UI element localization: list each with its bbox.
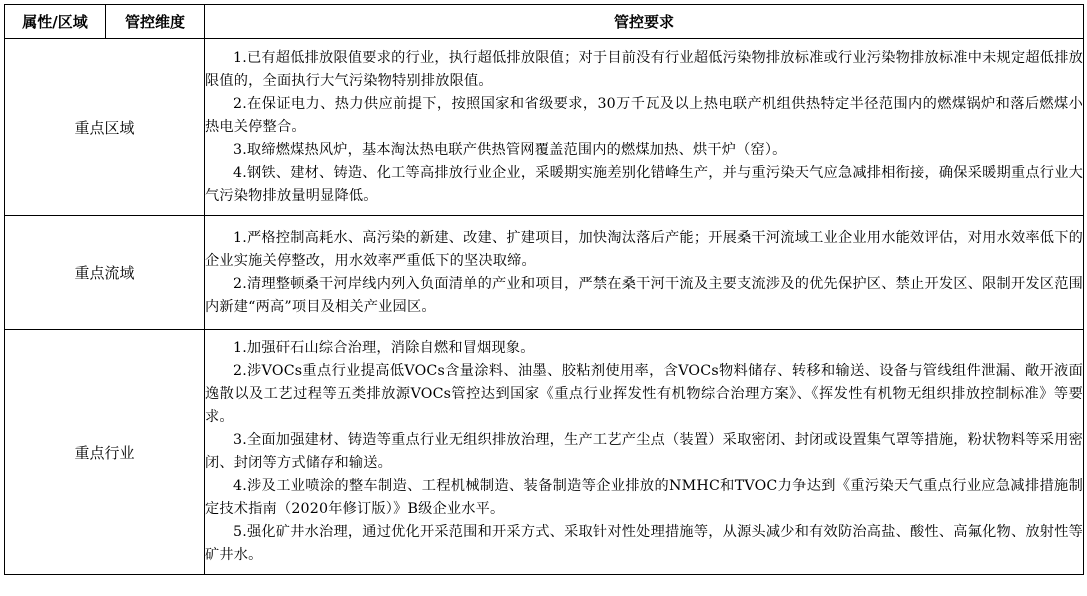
requirement-item: 1.已有超低排放限值要求的行业，执行超低排放限值；对于目前没有行业超低污染物排放标准或行业污染物排放标准中未规定超低排放限值的，全面执行大气污染物特别排放限值。 [205, 49, 1083, 89]
row-label-key-region: 重点区域 [5, 39, 205, 216]
requirement-item: 3.取缔燃煤热风炉，基本淘汰热电联产供热管网覆盖范围内的燃煤加热、烘干炉（窑）。 [233, 141, 787, 158]
requirement-item: 5.强化矿井水治理，通过优化开采范围和开采方式、采取针对性处理措施等，从源头减少和有效防治高盐、酸性、高氟化物、放射性等矿井水。 [205, 524, 1083, 563]
requirement-item: 2.清理整顿桑干河岸线内列入负面清单的产业和项目，严禁在桑干河干流及主要支流涉及的优先保护区、禁止开发区、限制开发区范围内新建“两高”项目及相关产业园区。 [205, 275, 1083, 315]
table-row-key-basin [5, 216, 1084, 330]
table-row-key-region [5, 39, 1084, 216]
requirement-item: 4.钢铁、建材、铸造、化工等高排放行业企业，采暖期实施差别化错峰生产，并与重污染天气应急减排相衔接，确保采暖期重点行业大气污染物排放量明显降低。 [205, 164, 1083, 204]
requirements-key-region [205, 39, 1084, 216]
row-label-key-industry: 重点行业 [5, 330, 205, 575]
requirement-item: 1.严格控制高耗水、高污染的新建、改建、扩建项目，加快淘汰落后产能；开展桑干河流域工业企业用水能效评估，对用水效率低下的企业实施关停整改，用水效率严重低下的坚决取缔。 [205, 229, 1083, 269]
header-row [5, 5, 1084, 39]
requirements-key-industry [205, 330, 1084, 575]
header-region: 属性/区域 [5, 5, 106, 39]
table-row-key-industry [5, 330, 1084, 575]
requirement-item: 4.涉及工业喷涂的整车制造、工程机械制造、装备制造等企业排放的NMHC和TVOC力争达到《重污染天气重点行业应急减排措施制定技术指南（2020年修订版）》B级企业水平。 [205, 478, 1083, 517]
header-requirement: 管控要求 [205, 5, 1084, 39]
requirement-item: 1.加强矸石山综合治理，消除自燃和冒烟现象。 [233, 340, 535, 356]
requirement-item: 2.涉VOCs重点行业提高低VOCs含量涂料、油墨、胶粘剂使用率，含VOCs物料储存、转移和输送、设备与管线组件泄漏、敞开液面逸散以及工艺过程等五类排放源VOCs管控达到国家《重点行业挥发性有机物综合治理方案》、《挥发性有机物无组织排放控制标准》等要求。 [205, 363, 1083, 425]
control-requirements-table [4, 4, 1084, 575]
requirements-key-basin [205, 216, 1084, 330]
requirement-item: 2.在保证电力、热力供应前提下，按照国家和省级要求，30万千瓦及以上热电联产机组供热特定半径范围内的燃煤锅炉和落后燃煤小热电关停整合。 [205, 95, 1083, 135]
header-dimension: 管控维度 [106, 5, 205, 39]
row-label-key-basin: 重点流域 [5, 216, 205, 330]
requirement-item: 3.全面加强建材、铸造等重点行业无组织排放治理，生产工艺产尘点（装置）采取密闭、封闭或设置集气罩等措施，粉状物料等采用密闭、封闭等方式储存和输送。 [205, 432, 1083, 471]
